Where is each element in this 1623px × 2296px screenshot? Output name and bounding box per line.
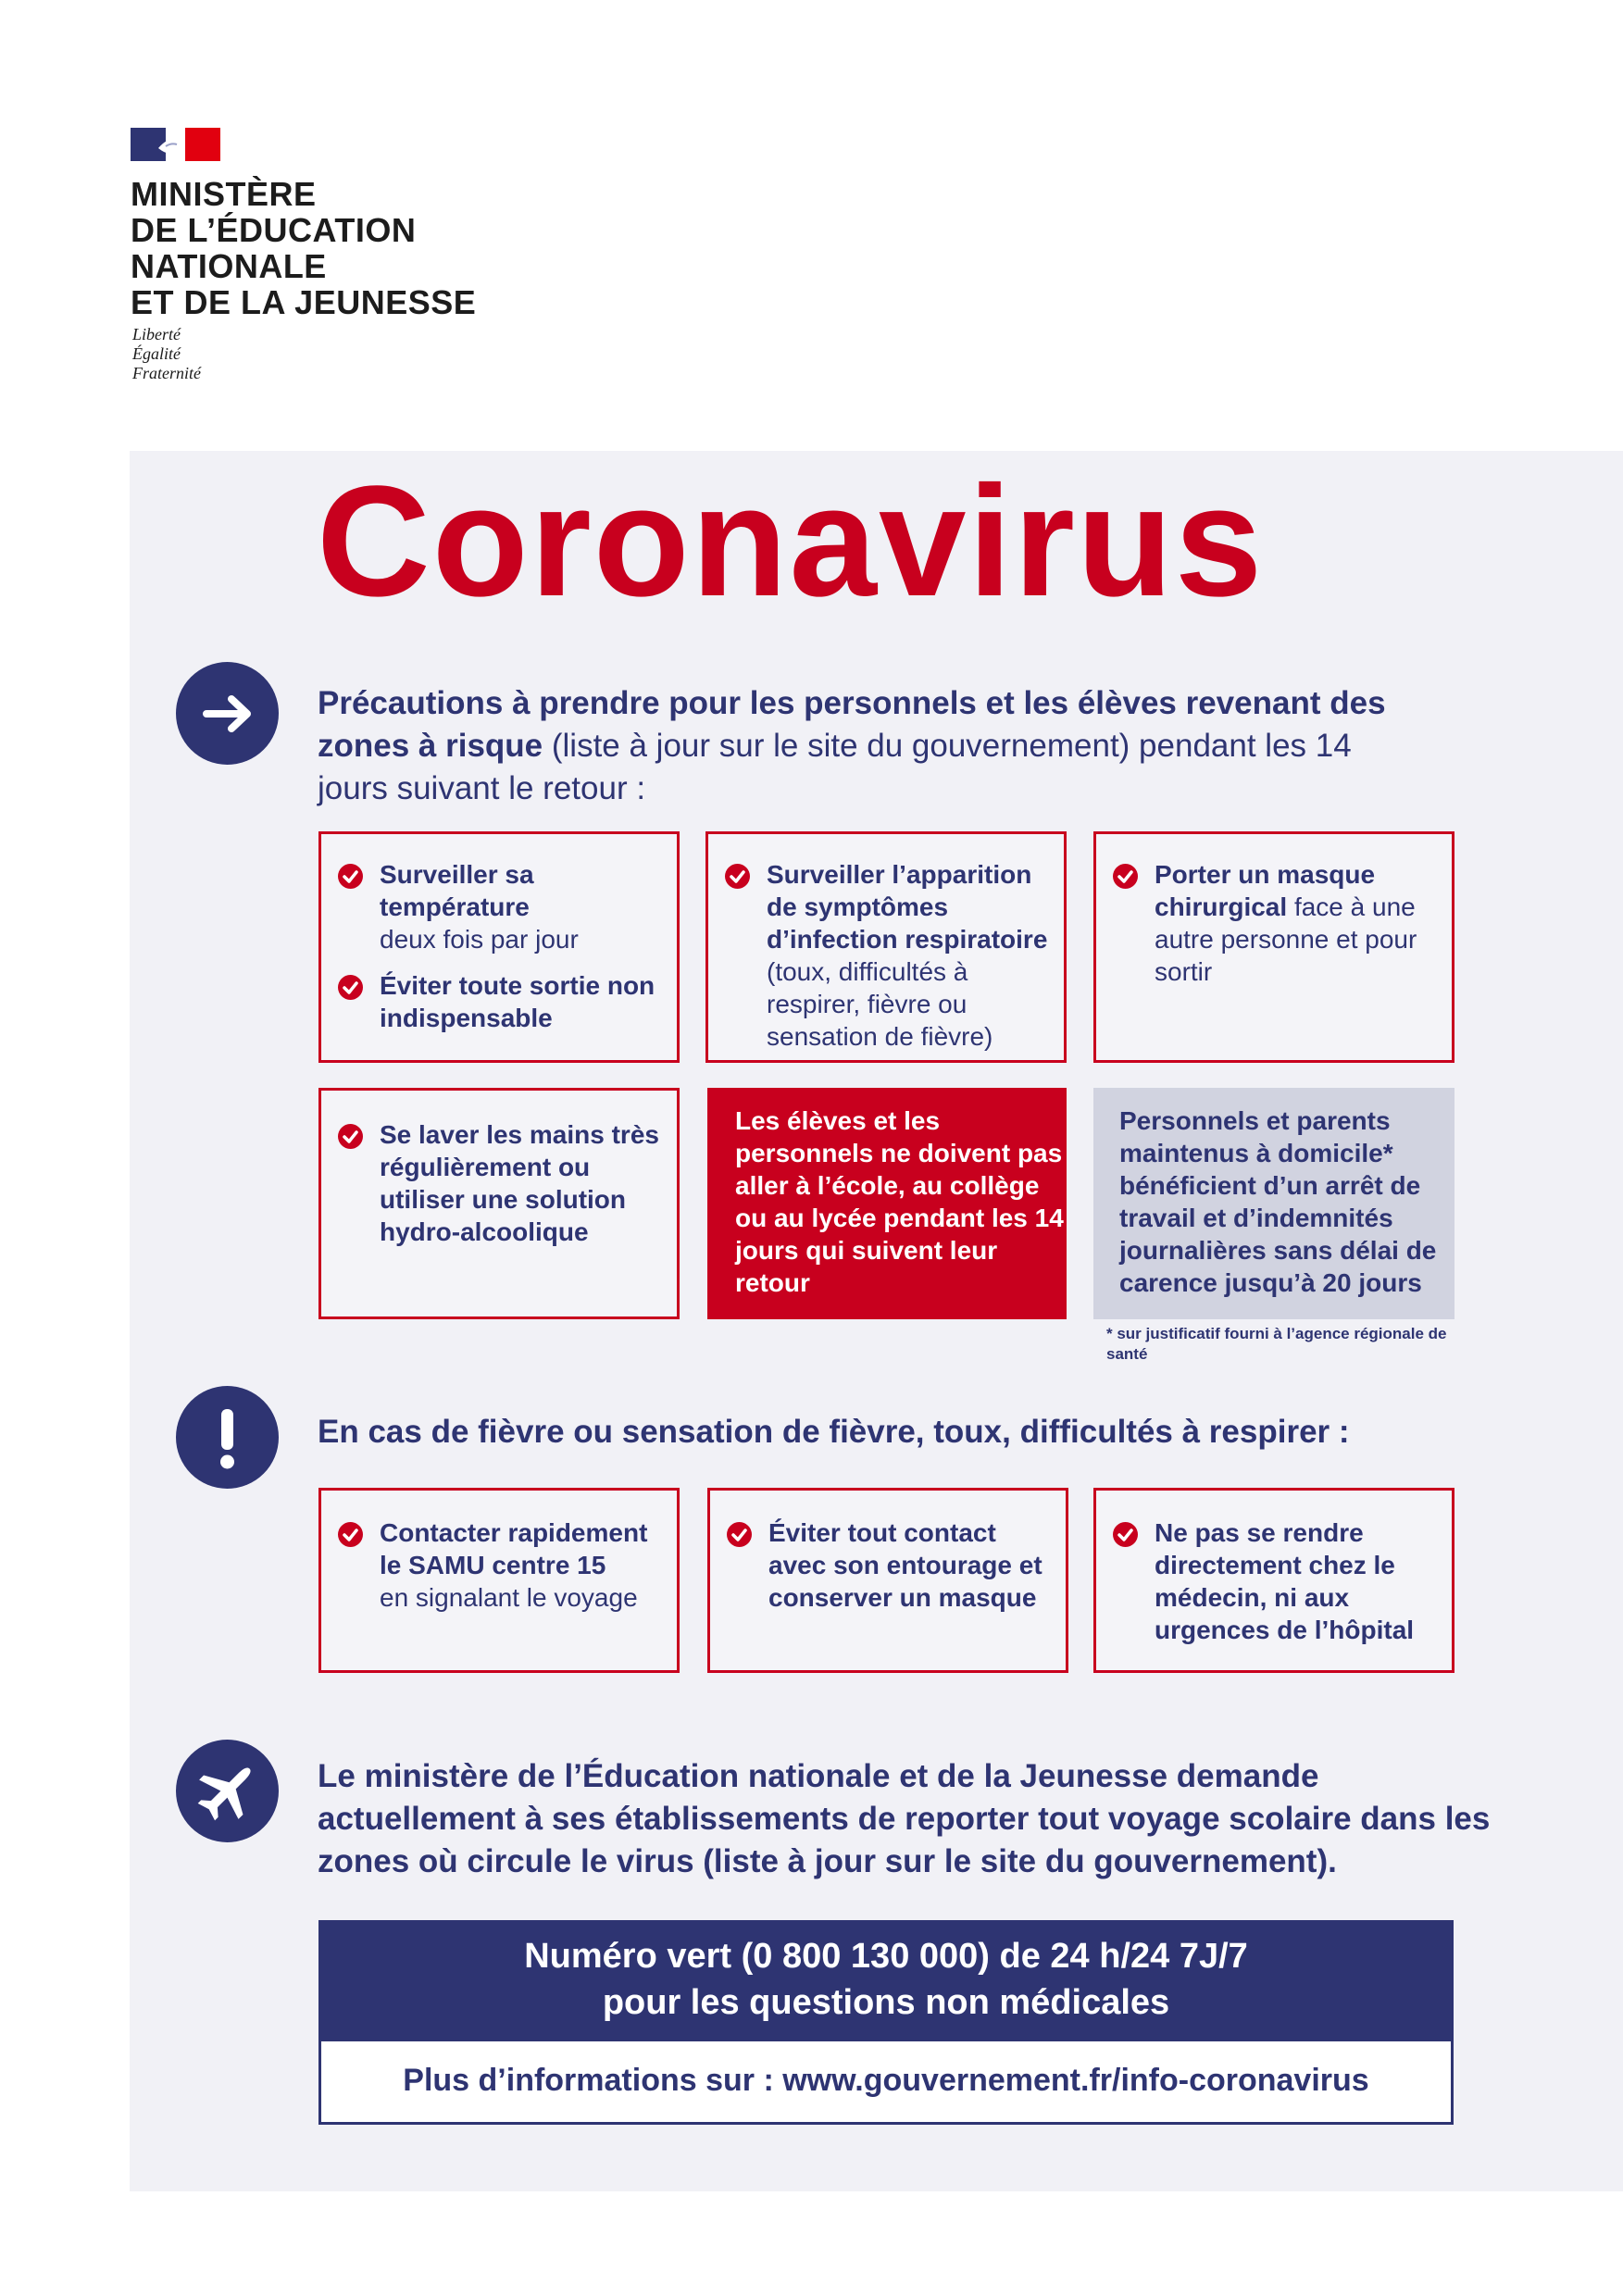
- item-bold: Surveiller l’apparition de symptômes d’infection respiratoire: [767, 860, 1048, 954]
- motto: [132, 325, 201, 383]
- hotline-line2: pour les questions non médicales: [602, 1983, 1170, 2022]
- ministry-line: DE L’ÉDUCATION: [131, 211, 417, 249]
- check-icon: [1113, 864, 1138, 889]
- ministry-line: ET DE LA JEUNESSE: [131, 283, 477, 321]
- footnote: * sur justificatif fourni à l’agence régionale de santé: [1106, 1325, 1447, 1363]
- section2-heading: En cas de fièvre ou sensation de fièvre, toux, difficultés à respirer :: [318, 1414, 1350, 1450]
- check-icon: [338, 975, 363, 1000]
- item-regular: face à une autre personne et pour sortir: [1155, 892, 1417, 986]
- item-bold: Contacter rapidement le SAMU centre 15: [380, 1518, 648, 1579]
- item-bold: Se laver les mains très régulièrement ou utiliser une solution hydro-alcoolique: [380, 1120, 659, 1246]
- list-item: [338, 1118, 668, 1248]
- check-icon: [338, 1124, 363, 1149]
- check-icon: [1113, 1522, 1138, 1547]
- motto-line: Égalité: [132, 344, 181, 363]
- item-bold: Surveiller sa température: [380, 860, 534, 921]
- list-item: [338, 858, 668, 955]
- precaution-box-handwash: [318, 1088, 680, 1319]
- sick-leave-notice: Personnels et parents maintenus à domicile* bénéficient d’un arrêt de travail et d’indemnités journalières sans délai de carence jusqu’à 20 jours: [1093, 1088, 1454, 1319]
- ministry-line: MINISTÈRE: [131, 175, 317, 213]
- republic-logo-icon: [131, 128, 220, 161]
- action-box-no-doctor: [1093, 1488, 1454, 1673]
- arrow-right-icon: [176, 662, 279, 765]
- motto-line: Fraternité: [132, 364, 201, 382]
- school-trip-notice: Le ministère de l’Éducation nationale et de la Jeunesse demande actuellement à ses établissements de reporter tout voyage scolaire dans les zones où circule le virus (liste à jour sur le site du gouvernement).: [318, 1758, 1491, 1879]
- list-item: [1113, 1516, 1442, 1646]
- page-title: Coronavirus: [317, 454, 1265, 630]
- item-regular: deux fois par jour: [380, 925, 579, 954]
- precaution-box-mask: [1093, 831, 1454, 1063]
- intro-bold: Précautions à prendre pour les personnels et les élèves revenant des zones à risque: [318, 685, 1386, 764]
- action-box-avoid-contact: [707, 1488, 1068, 1673]
- ministry-name: [131, 176, 519, 320]
- airplane-icon: [176, 1740, 279, 1842]
- list-item: [338, 969, 668, 1034]
- ministry-line: NATIONALE: [131, 247, 327, 285]
- list-item: [725, 858, 1055, 1053]
- intro-regular: (liste à jour sur le site du gouvernement) pendant les 14 jours suivant le retour :: [318, 728, 1352, 806]
- check-icon: [725, 864, 750, 889]
- list-item: [727, 1516, 1056, 1614]
- more-info-link[interactable]: Plus d’informations sur : www.gouvernement.fr/info-coronavirus: [318, 2041, 1454, 2125]
- list-item: [338, 1516, 668, 1614]
- check-icon: [338, 864, 363, 889]
- school-exclusion-notice: Les élèves et les personnels ne doivent pas aller à l’école, au collège ou au lycée pendant les 14 jours qui suivent leur retour: [707, 1088, 1067, 1319]
- item-regular: en signalant le voyage: [380, 1583, 638, 1612]
- section1-intro: [318, 682, 1429, 810]
- precaution-box-temperature: [318, 831, 680, 1063]
- item-bold: Porter un masque chirurgical: [1155, 860, 1376, 921]
- list-item: [1113, 858, 1442, 988]
- exclamation-icon: [176, 1386, 279, 1489]
- item-bold: Ne pas se rendre directement chez le médecin, ni aux urgences de l’hôpital: [1155, 1518, 1415, 1644]
- action-box-samu: [318, 1488, 680, 1673]
- hotline-banner: [318, 1920, 1454, 2041]
- check-icon: [727, 1522, 752, 1547]
- hotline-line1: Numéro vert (0 800 130 000) de 24 h/24 7J/7: [524, 1937, 1248, 1976]
- item-bold: Éviter toute sortie non indispensable: [380, 971, 655, 1032]
- check-icon: [338, 1522, 363, 1547]
- precaution-box-symptoms: [705, 831, 1067, 1063]
- motto-line: Liberté: [132, 325, 181, 343]
- item-bold: Éviter tout contact avec son entourage et conserver un masque: [768, 1518, 1042, 1612]
- item-regular: (toux, difficultés à respirer, fièvre ou sensation de fièvre): [767, 957, 993, 1051]
